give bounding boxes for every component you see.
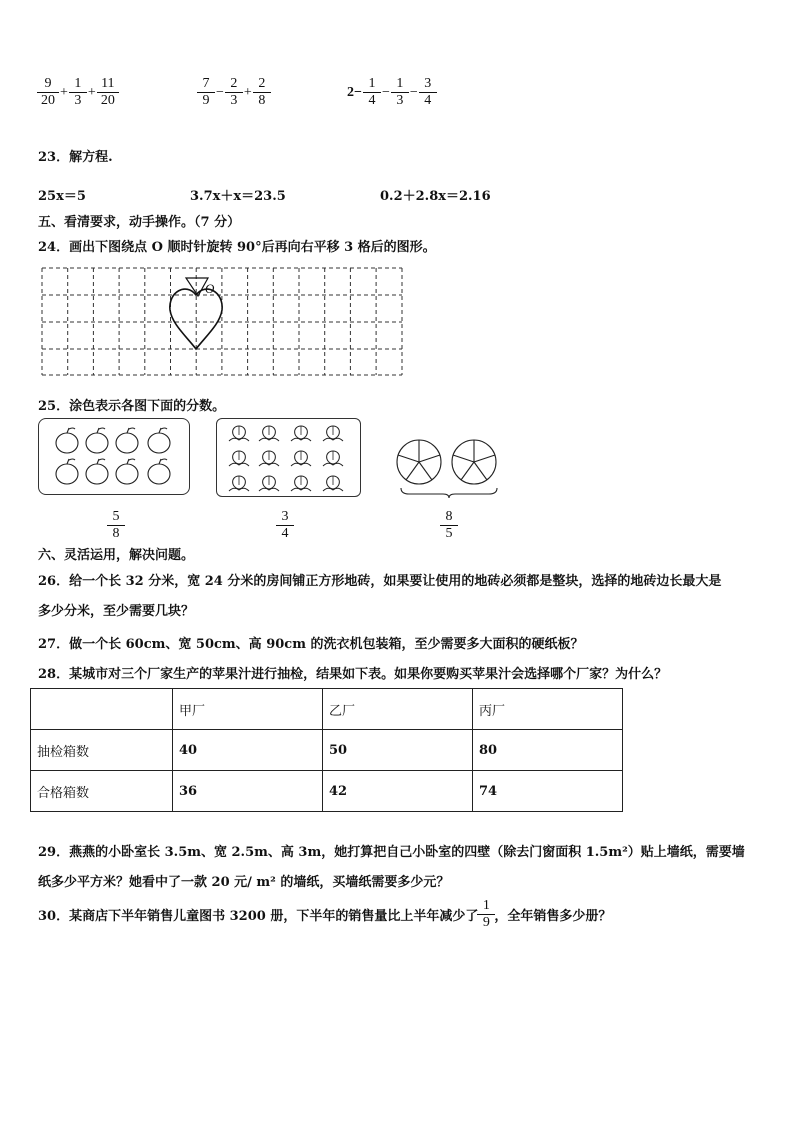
apple-icon — [148, 428, 170, 453]
table-header-row — [31, 689, 623, 730]
table-cell — [31, 689, 173, 730]
pie-circle-2 — [452, 440, 496, 484]
q28-title: 28．某城市对三个厂家生产的苹果汁进行抽检，结果如下表。如果你要购买苹果汁会选择哪个厂家？为什么？ — [38, 667, 668, 682]
apple-box — [38, 418, 190, 495]
fraction-5-8: 5 8 — [109, 509, 123, 542]
expr-3: 2− $\frac{1}{4}$ − $\frac{1}{3}$ − $\frac{3}{4}$ — [345, 76, 436, 109]
q29-line-2: 纸多少平方米？她看中了一款 20 元/ m² 的墙纸，买墙纸需要多少元？ — [38, 875, 450, 890]
peach-icons — [217, 419, 360, 496]
point-o-label: O — [205, 281, 215, 296]
table-cell: 乙厂 — [323, 689, 473, 730]
apple-juice-table — [30, 688, 623, 812]
apple-icons — [39, 419, 189, 494]
brace — [401, 488, 497, 498]
pie-circle-1 — [397, 440, 441, 484]
fraction-3-4: 3 4 — [278, 509, 292, 542]
apple-icon — [86, 459, 108, 484]
fraction-8-5: 8 5 — [442, 509, 456, 542]
table-cell: 80 — [473, 730, 623, 771]
section-6-heading: 六、灵活运用，解决问题。 — [38, 548, 195, 563]
q25-title: 25．涂色表示各图下面的分数。 — [38, 399, 226, 414]
table-cell: 40 — [173, 730, 323, 771]
q27-text: 27．做一个长 60cm、宽 50cm、高 90cm 的洗衣机包装箱，至少需要多大面积的硬纸板？ — [38, 637, 584, 652]
q26-line-2: 多少分米，至少需要几块？ — [38, 604, 195, 619]
equation-2: 3.7x＋x＝23.5 — [190, 189, 286, 204]
table-cell: 甲厂 — [173, 689, 323, 730]
q30-text: 30．某商店下半年销售儿童图书 3200 册，下半年的销售量比上半年减少了 $\frac{1}{9}$ ，全年销售多少册？ — [38, 898, 612, 930]
q26-line-1: 26．给一个长 32 分米，宽 24 分米的房间铺正方形地砖，如果要让使用的地砖必须都是整块，选择的地砖边长最大是 — [38, 574, 722, 589]
equation-1: 25x＝5 — [38, 189, 86, 204]
section-5-heading: 五、看清要求，动手操作。（7 分） — [38, 215, 241, 230]
peach-box — [216, 418, 361, 497]
table-cell: 合格箱数 — [31, 771, 173, 812]
apple-icon — [56, 428, 78, 453]
table-cell: 74 — [473, 771, 623, 812]
table-cell: 丙厂 — [473, 689, 623, 730]
q24-title: 24．画出下图绕点 O 顺时针旋转 90°后再向右平移 3 格后的图形。 — [38, 240, 436, 255]
circle-pies — [393, 434, 505, 498]
q23-title: 23．解方程. — [38, 150, 113, 165]
apple-icon — [148, 459, 170, 484]
table-row — [31, 771, 623, 812]
q29-line-1: 29．燕燕的小卧室长 3.5m、宽 2.5m、高 3m，她打算把自己小卧室的四壁（除去门窗面积 1.5m²）贴上墙纸，需要墙 — [38, 845, 745, 860]
rotation-grid — [40, 266, 405, 378]
table-cell: 50 — [323, 730, 473, 771]
table-row — [31, 730, 623, 771]
apple-icon — [56, 459, 78, 484]
table-cell: 36 — [173, 771, 323, 812]
table-cell: 42 — [323, 771, 473, 812]
equation-3: 0.2＋2.8x＝2.16 — [380, 189, 491, 204]
table-cell: 抽检箱数 — [31, 730, 173, 771]
apple-icon — [116, 428, 138, 453]
expr-1: $\frac{9}{20}$ + $\frac{1}{3}$ + $\frac{11}{20}$ — [38, 76, 118, 109]
apple-icon — [86, 428, 108, 453]
fraction: $\frac{9}{20}$ — [39, 76, 57, 109]
apple-icon — [116, 459, 138, 484]
expr-2: $\frac{7}{9}$ − $\frac{2}{3}$ + $\frac{2}{8}$ — [198, 76, 270, 109]
